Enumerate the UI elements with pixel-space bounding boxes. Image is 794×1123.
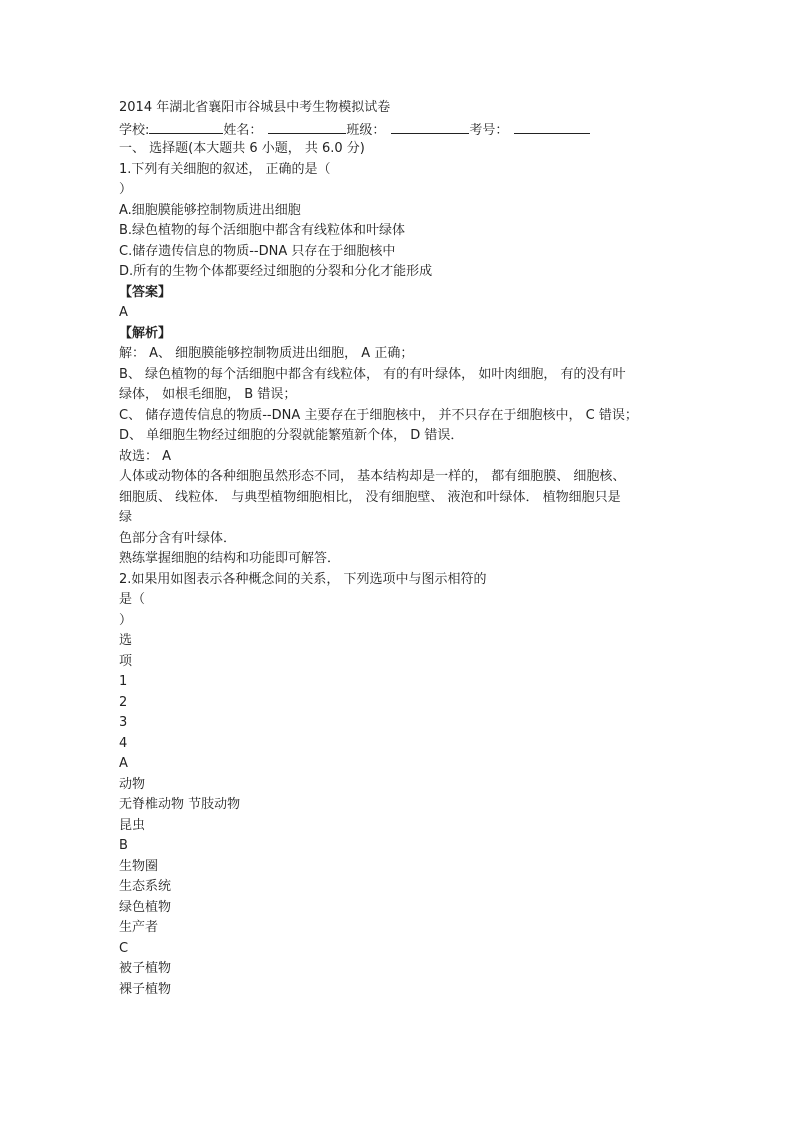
q1-option-a: A.细胞膜能够控制物质进出细胞 (119, 202, 301, 218)
q1-option-d: D.所有的生物个体都要经过细胞的分裂和分化才能形成 (119, 264, 433, 279)
q2-table-cell: 裸子植物 (119, 981, 172, 997)
q2-table-cell: 生产者 (119, 920, 159, 935)
q1-answer-label: 【答案】 (119, 284, 172, 300)
q2-stem-cont: 是（ (119, 592, 146, 607)
q2-table-cell: 项 (119, 653, 133, 669)
name-label: 姓名： (223, 122, 263, 138)
q1-analysis-label: 【解析】 (119, 325, 172, 341)
q1-analysis-line: 解： A、 细胞膜能够控制物质进出细胞， A 正确； (119, 346, 414, 361)
q2-table-cell: 4 (119, 735, 128, 751)
q2-table-cell: 绿色植物 (119, 899, 172, 915)
q2-table-cell: A (119, 756, 128, 771)
section-heading: 一、 选择题(本大题共 6 小题， 共 6.0 分) (119, 141, 365, 156)
q1-analysis-line: 绿 (119, 510, 133, 525)
exam-page (119, 98, 689, 1000)
exam-no-blank[interactable] (514, 119, 590, 134)
q2-table-cell: B (119, 838, 128, 853)
class-blank[interactable] (391, 119, 469, 134)
exam-title: 2014 年湖北省襄阳市谷城县中考生物模拟试卷 (119, 100, 391, 115)
q2-table-cell: 2 (119, 694, 128, 710)
q1-stem-close: ） (119, 182, 133, 197)
q2-table-cell: 无脊椎动物 节肢动物 (119, 797, 241, 812)
q2-table-cell: C (119, 940, 129, 956)
q2-table-cell: 生物圈 (119, 858, 159, 874)
q1-analysis-line: C、 储存遗传信息的物质--DNA 主要存在于细胞核中， 并不只存在于细胞核中， C 错误； (119, 407, 638, 423)
school-label: 学校: (119, 122, 150, 138)
q1-answer: A (119, 305, 128, 320)
q2-table-cell: 3 (119, 715, 128, 730)
class-label: 班级： (346, 122, 386, 138)
q2-table-cell: 动物 (119, 776, 146, 792)
q1-stem: 1.下列有关细胞的叙述， 正确的是（ (119, 161, 331, 177)
q2-table-cell: 1 (119, 674, 128, 689)
q1-analysis-line: 人体或动物体的各种细胞虽然形态不同， 基本结构却是一样的， 都有细胞膜、 细胞核、 (119, 469, 626, 484)
q1-analysis-line: 熟练掌握细胞的结构和功能即可解答． (119, 551, 341, 566)
q1-analysis-line: 色部分含有叶绿体． (119, 530, 237, 546)
q2-stem: 2.如果用如图表示各种概念间的关系， 下列选项中与图示相符的 (119, 571, 487, 587)
q2-table-cell: 生态系统 (119, 879, 172, 894)
q1-option-c: C.储存遗传信息的物质--DNA 只存在于细胞核中 (119, 243, 396, 259)
school-blank[interactable] (149, 119, 223, 134)
q1-analysis-line: 细胞质、 线粒体． 与典型植物细胞相比， 没有细胞壁、 液泡和叶绿体． 植物细胞只是 (119, 489, 621, 505)
q2-table-cell: 被子植物 (119, 961, 172, 976)
q2-table-cell: 选 (119, 633, 133, 648)
q1-analysis-line: 故选： A (119, 448, 172, 464)
q2-stem-close: ） (119, 612, 133, 628)
name-blank[interactable] (268, 119, 346, 134)
q1-option-b: B.绿色植物的每个活细胞中都含有线粒体和叶绿体 (119, 223, 406, 238)
q2-table-cell: 昆虫 (119, 817, 146, 833)
student-info-row (119, 119, 689, 140)
exam-no-label: 考号： (469, 122, 509, 138)
q1-analysis-line: 绿体， 如根毛细胞， B 错误； (119, 387, 297, 402)
q1-analysis-line: B、 绿色植物的每个活细胞中都含有线粒体， 有的有叶绿体， 如叶肉细胞， 有的没有叶 (119, 366, 626, 382)
q1-analysis-line: D、 单细胞生物经过细胞的分裂就能繁殖新个体， D 错误． (119, 428, 464, 443)
